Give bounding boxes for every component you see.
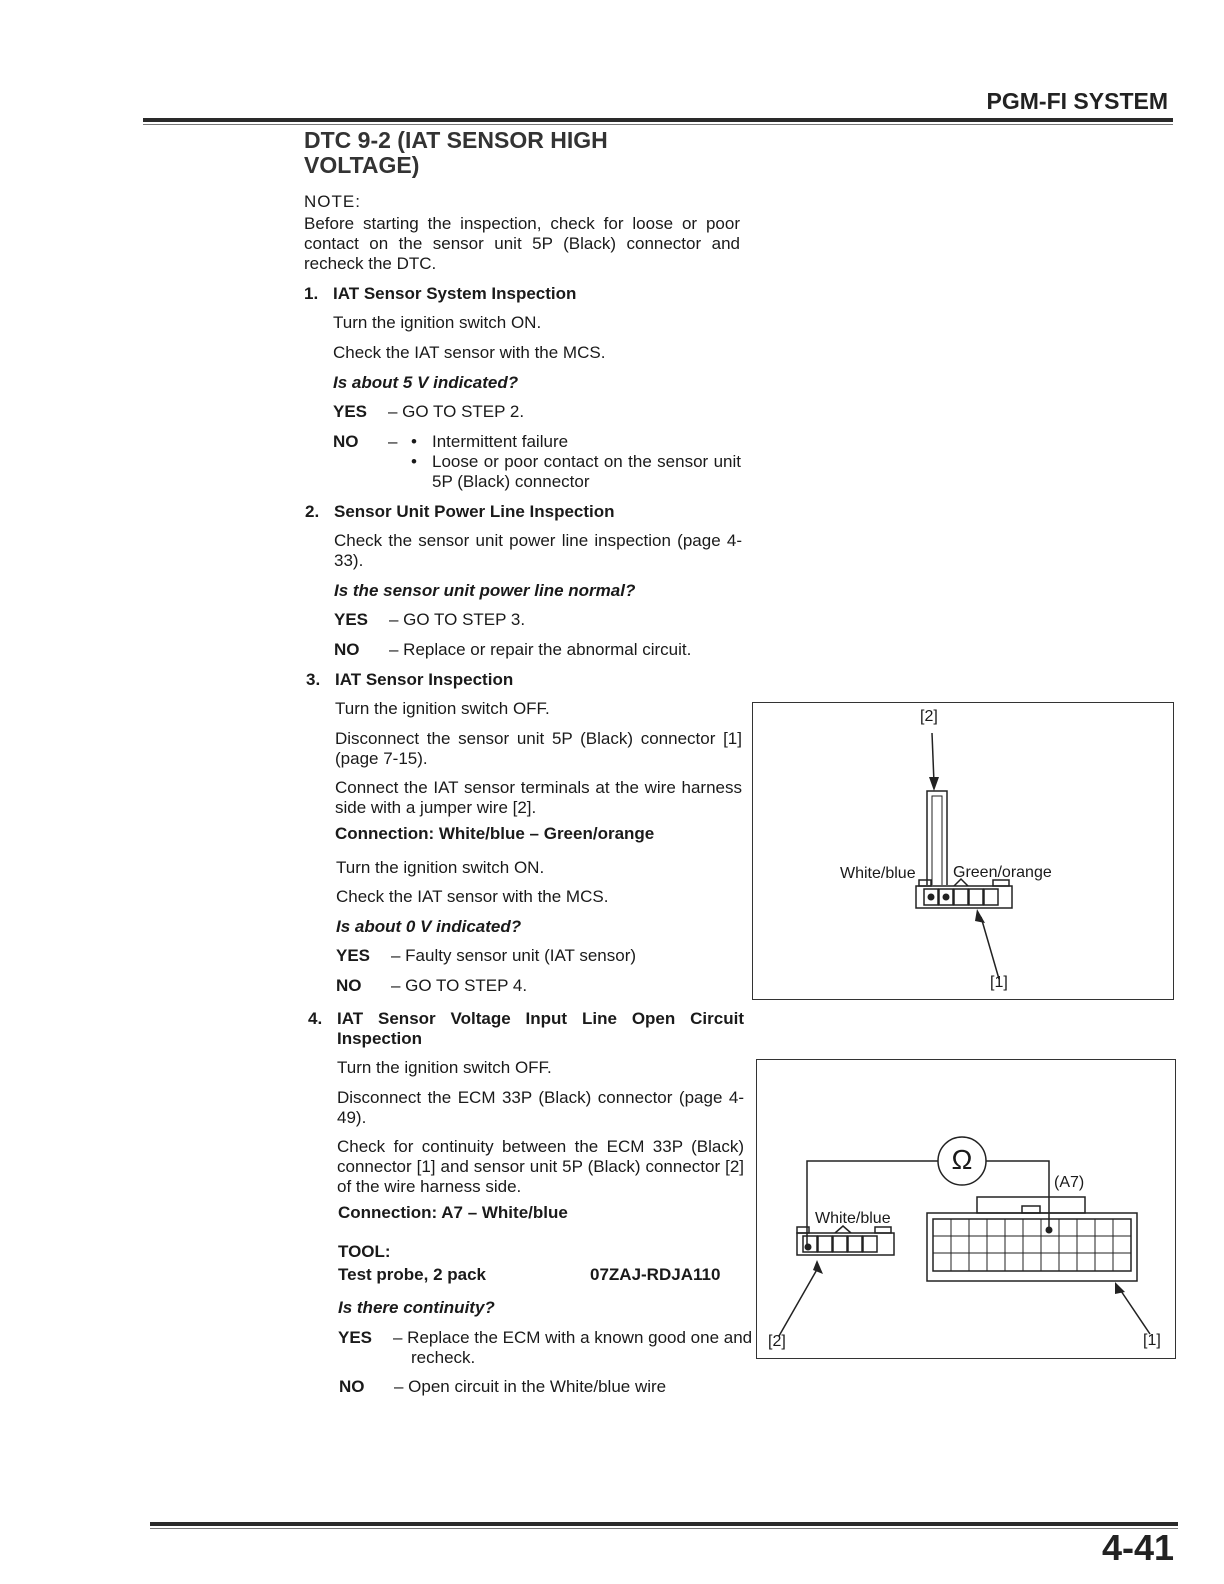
note-text: Before starting the inspection, check for loose or poor contact on the sensor unit 5P (Black) connector and recheck the DTC. — [304, 214, 740, 273]
step-3-no-text: – GO TO STEP 4. — [391, 976, 528, 995]
step-3-yes-text: – Faulty sensor unit (IAT sensor) — [391, 946, 637, 965]
jumper-wire-illustration — [753, 703, 1173, 999]
step-2-no-text: – Replace or repair the abnormal circuit. — [389, 640, 692, 659]
step-2-number: 2. — [305, 502, 320, 521]
step-4-number: 4. — [308, 1009, 323, 1028]
step-3-connection: Connection: White/blue – Green/orange — [335, 824, 655, 843]
step-4-title: IAT Sensor Voltage Input Line Open Circuit Inspection — [337, 1009, 744, 1048]
ohmmeter-icon: Ω — [951, 1144, 973, 1175]
step-4-yes-label: YES — [338, 1328, 373, 1347]
step-2-line-1: Check the sensor unit power line inspection (page 4-33). — [334, 531, 742, 570]
step-2-title: Sensor Unit Power Line Inspection — [334, 502, 615, 521]
step-3-line-4: Turn the ignition switch ON. — [336, 858, 545, 877]
step-4-line-1: Turn the ignition switch OFF. — [337, 1058, 552, 1077]
step-1-question: Is about 5 V indicated? — [333, 373, 519, 392]
continuity-check-illustration — [757, 1060, 1175, 1358]
section-title: PGM-FI SYSTEM — [986, 88, 1168, 114]
wire-label-white-blue: White/blue — [815, 1210, 891, 1227]
bullet-icon: • — [411, 432, 417, 451]
step-1-no-label: NO — [333, 432, 359, 451]
tool-label: TOOL: — [338, 1242, 391, 1261]
step-2-yes-label: YES — [334, 610, 369, 629]
step-3-line-2: Disconnect the sensor unit 5P (Black) connector [1] (page 7-15). — [335, 729, 742, 768]
diagram-continuity-check — [756, 1059, 1176, 1359]
tool-number: 07ZAJ-RDJA110 — [590, 1265, 721, 1284]
step-3-no-label: NO — [336, 976, 362, 995]
callout-ecm-connector: [1] — [1143, 1332, 1161, 1349]
wire-label-white-blue: White/blue — [840, 865, 916, 882]
step-2-no-label: NO — [334, 640, 360, 659]
dtc-title: DTC 9-2 (IAT SENSOR HIGH VOLTAGE) — [304, 127, 608, 178]
step-3-question: Is about 0 V indicated? — [336, 917, 522, 936]
step-4-connection: Connection: A7 – White/blue — [338, 1203, 568, 1222]
callout-sensor-connector: [2] — [768, 1333, 786, 1350]
wire-label-green-orange: Green/orange — [953, 864, 1052, 881]
bullet-icon: • — [411, 452, 417, 471]
step-4-line-2: Disconnect the ECM 33P (Black) connector (page 4-49). — [337, 1088, 744, 1127]
step-3-number: 3. — [306, 670, 321, 689]
footer-rule-thin — [150, 1528, 1178, 1529]
pin-label-a7: (A7) — [1054, 1174, 1085, 1191]
tool-name: Test probe, 2 pack — [338, 1265, 487, 1284]
step-1-no-bullet-2: Loose or poor contact on the sensor unit 5P (Black) connector — [432, 452, 741, 491]
step-2-question: Is the sensor unit power line normal? — [334, 581, 636, 600]
callout-sensor-connector: [1] — [990, 974, 1008, 991]
step-4-no-label: NO — [339, 1377, 365, 1396]
step-1-yes-text: – GO TO STEP 2. — [388, 402, 525, 421]
step-4-no-text: – Open circuit in the White/blue wire — [394, 1377, 667, 1396]
step-1-line-1: Turn the ignition switch ON. — [333, 313, 542, 332]
callout-jumper-wire: [2] — [920, 708, 938, 725]
diagram-jumper-wire — [752, 702, 1174, 1000]
step-1-title: IAT Sensor System Inspection — [333, 284, 577, 303]
step-4-question: Is there continuity? — [338, 1298, 495, 1317]
page-number: 4-41 — [1101, 1527, 1174, 1568]
footer-rule — [150, 1522, 1178, 1526]
step-1-number: 1. — [304, 284, 319, 303]
step-1-line-2: Check the IAT sensor with the MCS. — [333, 343, 606, 362]
step-3-yes-label: YES — [336, 946, 371, 965]
header-rule-thin — [143, 124, 1173, 125]
step-1-no-bullet-1: Intermittent failure — [432, 432, 569, 451]
step-1-yes-label: YES — [333, 402, 368, 421]
step-3-line-1: Turn the ignition switch OFF. — [335, 699, 550, 718]
step-2-yes-text: – GO TO STEP 3. — [389, 610, 526, 629]
step-4-yes-text: – Replace the ECM with a known good one and recheck. — [393, 1328, 753, 1367]
step-3-title: IAT Sensor Inspection — [335, 670, 514, 689]
step-1-no-dash: – — [388, 432, 398, 451]
step-3-line-3: Connect the IAT sensor terminals at the wire harness side with a jumper wire [2]. — [335, 778, 742, 817]
note-label: NOTE: — [304, 192, 361, 211]
header-rule — [143, 118, 1173, 122]
step-3-line-5: Check the IAT sensor with the MCS. — [336, 887, 609, 906]
step-4-line-3: Check for continuity between the ECM 33P (Black) connector [1] and sensor unit 5P (Black) connector [2] of the wire harness side. — [337, 1137, 744, 1196]
